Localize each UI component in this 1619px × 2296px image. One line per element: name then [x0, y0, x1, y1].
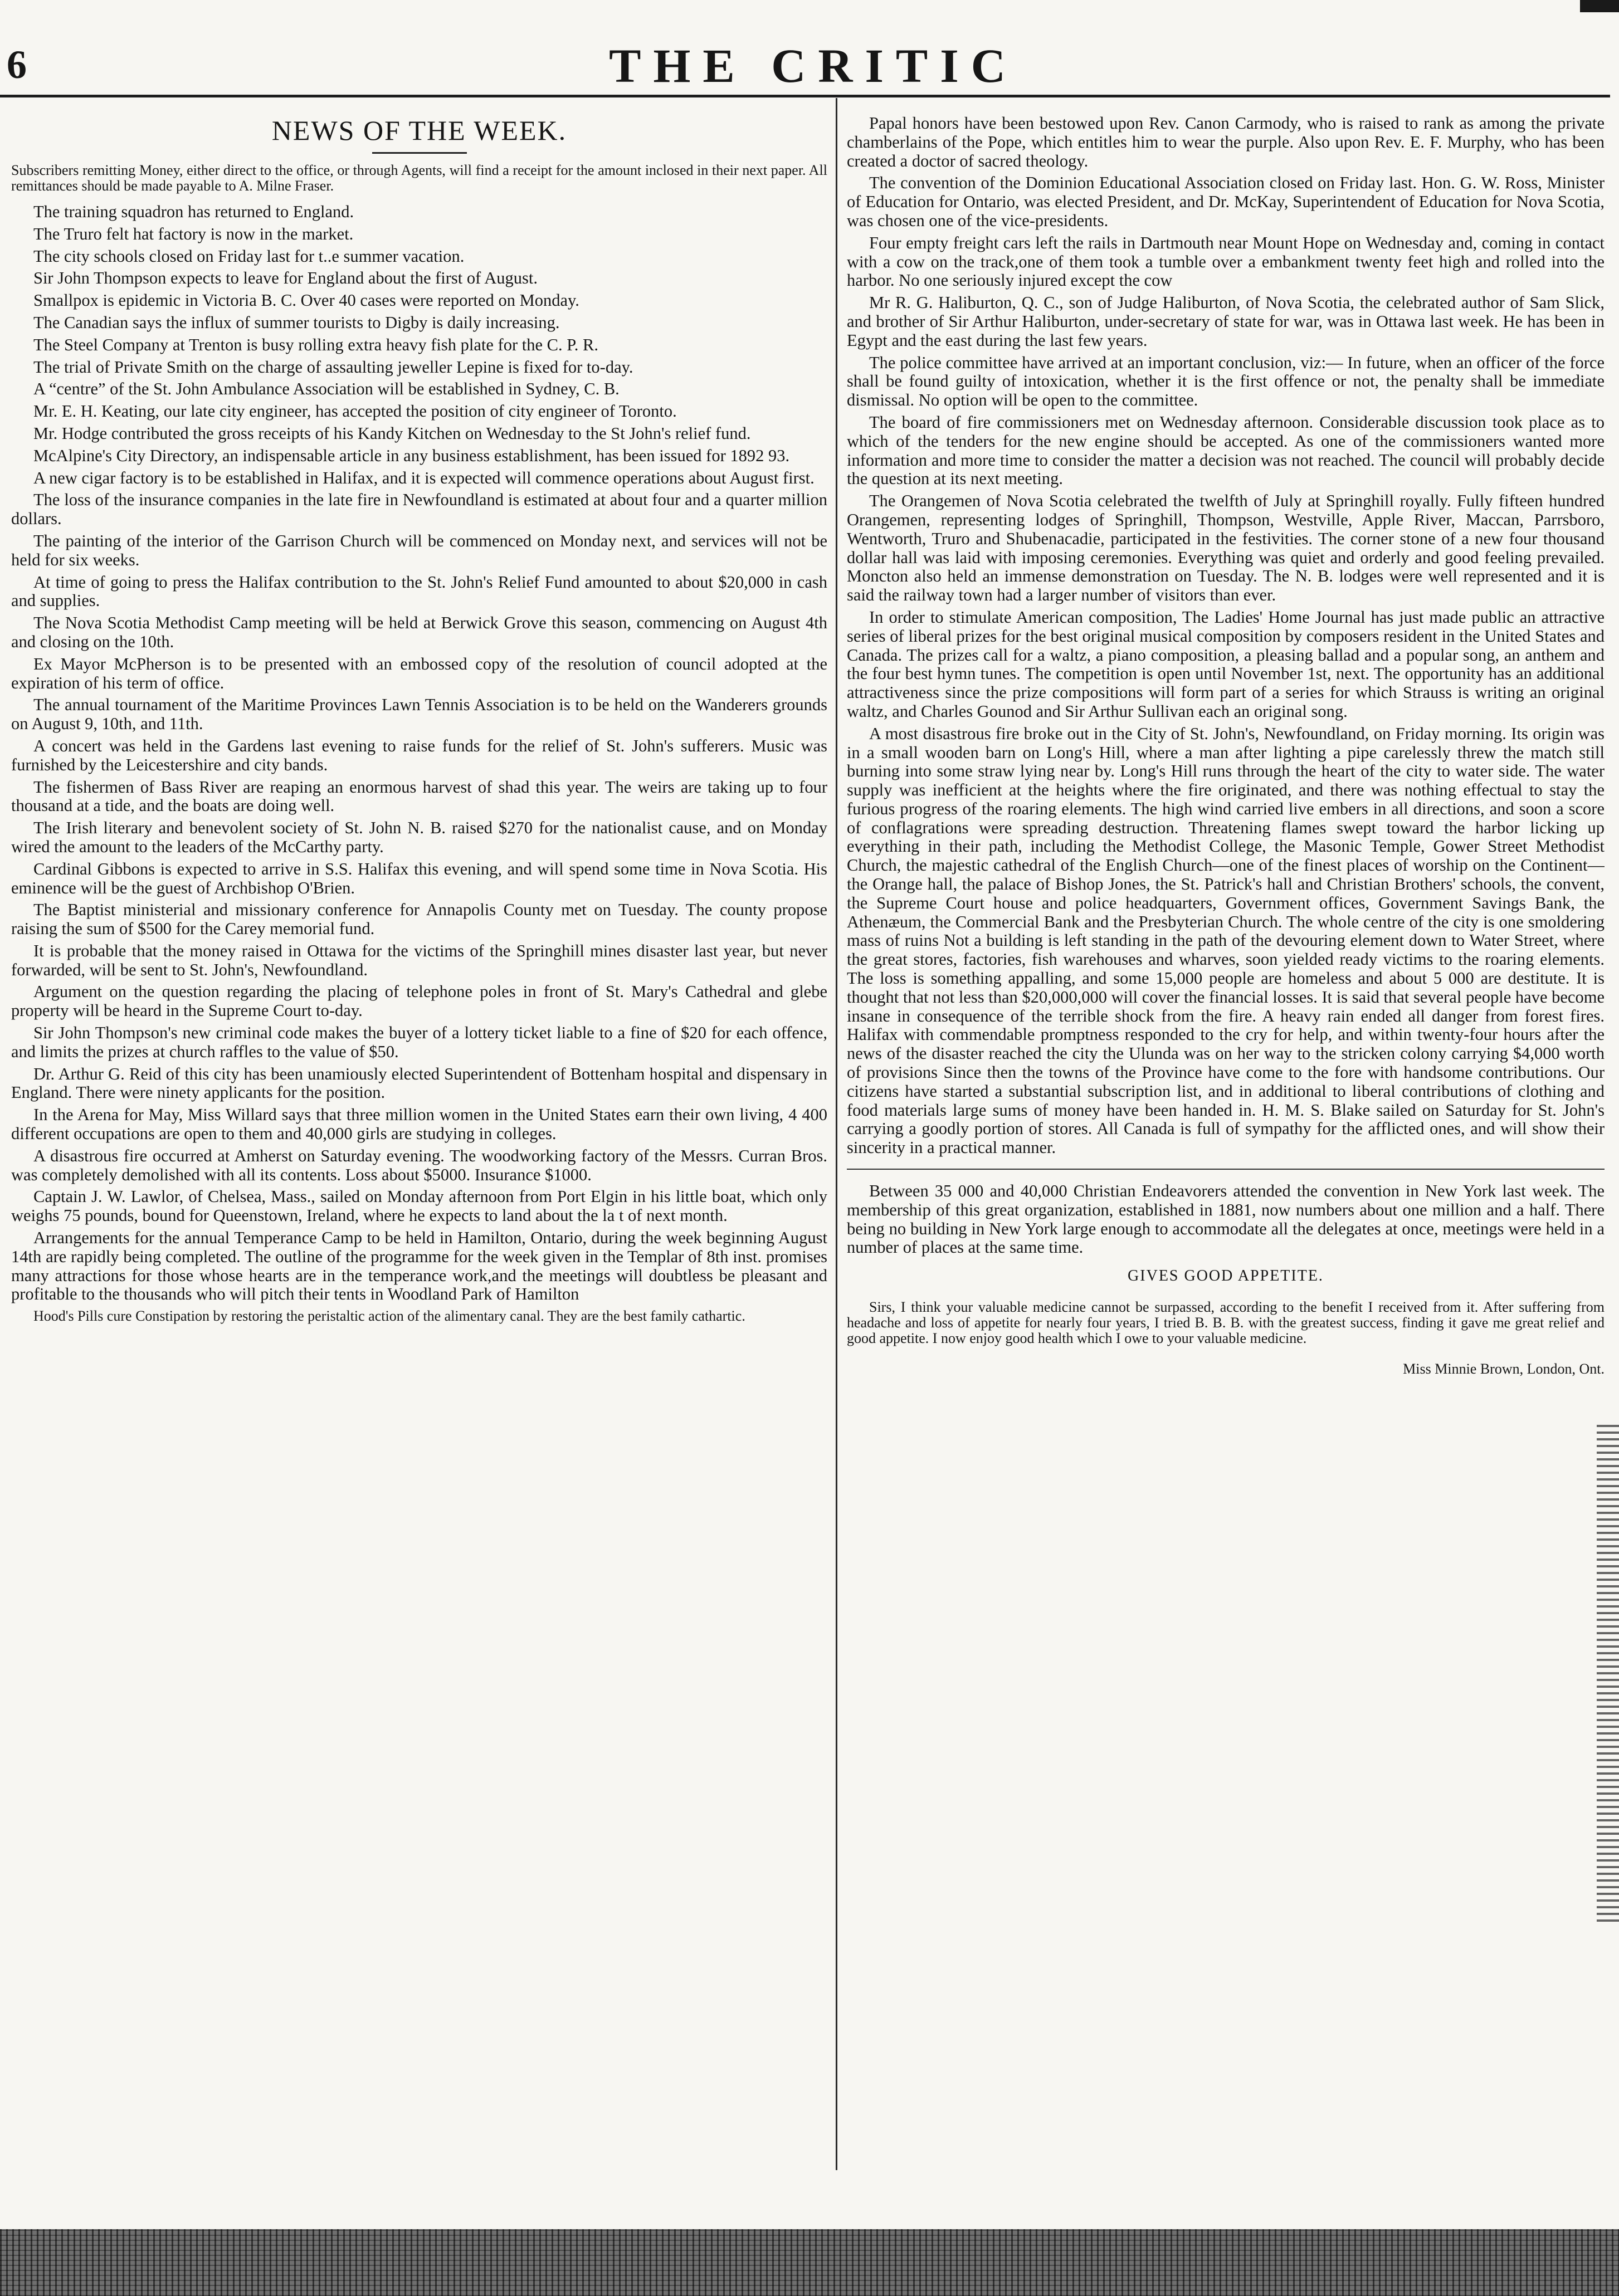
scan-edge-speckle [1597, 1420, 1619, 1922]
left-column [11, 114, 827, 2212]
news-item: McAlpine's City Directory, an indispensable article in any business establishment, has been issued for 1892 93. [33, 446, 790, 465]
right-column [847, 114, 1605, 2212]
advertisement-footnote: Hood's Pills cure Constipation by restoring the peristaltic action of the alimentary canal. They are the best family cathartic. [33, 1308, 745, 1325]
news-item: The Orangemen of Nova Scotia celebrated the twelfth of July at Springhill royally. Fully fifteen hundred Orangemen, representing lodges of Springhill, Thompson, Westville, Apple River, Maccan, Parrsboro, Wentworth, Truro and Shubenacadie, participated in the festivities. The corner stone of a new four thousand dollar hall was laid with imposing ceremonies. Everything was quiet and orderly and good feeling prevailed. Moncton also held an immense demonstration on Tuesday. The N. B. lodges were well represented and it is said the railway town had a larger number of visitors than ever. [847, 491, 1605, 605]
news-item: Ex Mayor McPherson is to be presented with an embossed copy of the resolution of council adopted at the expiration of his term of office. [11, 654, 827, 692]
news-item: The Baptist ministerial and missionary conference for Annapolis County met on Tuesday. The county propose raising the sum of $500 for the Carey memorial fund. [11, 900, 827, 939]
news-item: The Nova Scotia Methodist Camp meeting will be held at Berwick Grove this season, commencing on August 4th and closing on the 10th. [11, 613, 827, 651]
advertisement-signature: Miss Minnie Brown, London, Ont. [1403, 1361, 1605, 1377]
subscriber-notice: Subscribers remitting Money, either direct to the office, or through Agents, will find a receipt for the amount inclosed in their next paper. All remittances should be made payable to A. Milne Fraser. [11, 162, 827, 194]
news-item: A concert was held in the Gardens last evening to raise funds for the relief of St. John's sufferers. Music was furnished by the Leicestershire and city bands. [11, 736, 827, 774]
news-item: The convention of the Dominion Educational Association closed on Friday last. Hon. G. W. Ross, Minister of Education for Ontario, was elected President, and Dr. McKay, Superintendent of Education for Nova Scotia, was chosen one of the vice-presidents. [847, 173, 1605, 230]
news-item: Papal honors have been bestowed upon Rev. Canon Carmody, who is raised to rank as among the private chamberlains of the Pope, which entitles him to wear the purple. Also upon Rev. E. F. Murphy, who has been created a doctor of sacred theology. [847, 114, 1605, 170]
news-item: The trial of Private Smith on the charge of assaulting jeweller Lepine is fixed for to-day. [33, 357, 633, 377]
news-item: At time of going to press the Halifax contribution to the St. John's Relief Fund amounted to about $20,000 in cash and supplies. [11, 572, 827, 610]
news-item: Dr. Arthur G. Reid of this city has been unamiously elected Superintendent of Bottenham hospital and dispensary in England. There were ninety applicants for the position. [11, 1064, 827, 1102]
advertisement-letter: Sirs, I think your valuable medicine cannot be surpassed, according to the benefit I received from it. After suffering from headache and loss of appetite for nearly four years, I tried B. B. B. with the greatest success, finding it gave me great relief and good appetite. I now enjoy good health which I owe to your valuable medicine. [847, 1299, 1605, 1347]
news-item: Mr R. G. Haliburton, Q. C., son of Judge Haliburton, of Nova Scotia, the celebrated author of Sam Slick, and brother of Sir Arthur Haliburton, under-secretary of state for war, was in Ottawa last week. He has been in Egypt and the east during the last few years. [847, 293, 1605, 350]
separator-rule [847, 1169, 1605, 1170]
news-item: Arrangements for the annual Temperance Camp to be held in Hamilton, Ontario, during the week beginning August 14th are rapidly being completed. The outline of the programme for the week given in the Templar of 8th inst. promises many attractions for those whose hearts are in the temperance work,and the meetings will doubtless be pleasant and profitable to the thousands who will pitch their tents in Woodland Park of Hamilton [11, 1228, 827, 1304]
news-item: The board of fire commissioners met on Wednesday afternoon. Considerable discussion took place as to which of the tenders for the new engine should be accepted. As one of the commissioners wanted more information and more time to consider the matter a decision was not reached. The council will probably decide the question at its next meeting. [847, 412, 1605, 488]
section-title: NEWS OF THE WEEK. [271, 115, 567, 146]
page-number: 6 [7, 42, 27, 87]
news-item: The Steel Company at Trenton is busy rolling extra heavy fish plate for the C. P. R. [33, 335, 599, 354]
news-item: Sir John Thompson expects to leave for England about the first of August. [33, 268, 538, 288]
news-item: A “centre” of the St. John Ambulance Association will be established in Sydney, C. B. [33, 379, 620, 399]
advertisement-title: GIVES GOOD APPETITE. [1128, 1267, 1324, 1285]
news-item: In the Arena for May, Miss Willard says that three million women in the United States earn their own living, 4 400 different occupations are open to them and 40,000 girls are studying in colleges. [11, 1105, 827, 1144]
title-rule [372, 152, 467, 154]
news-item: Cardinal Gibbons is expected to arrive in S.S. Halifax this evening, and will spend some time in Nova Scotia. His eminence will be the guest of Archbishop O'Brien. [11, 859, 827, 897]
news-item: Four empty freight cars left the rails in Dartmouth near Mount Hope on Wednesday and, coming in contact with a cow on the track,one of them took a tumble over a embankment twenty feet high and rolled into the harbor. No one seriously injured except the cow [847, 233, 1605, 290]
news-item: Between 35 000 and 40,000 Christian Endeavorers attended the convention in New York last week. The membership of this great organization, established in 1881, now numbers about one million and a half. There being no building in New York large enough to accommodate all the delegates at once, meetings were held in a number of places at the same time. [847, 1181, 1605, 1257]
news-items-list [847, 114, 1605, 1157]
news-item: A most disastrous fire broke out in the City of St. John's, Newfoundland, on Friday morning. Its origin was in a small wooden barn on Long's Hill, where a man after lighting a pipe carelessly threw the match still burning into some straw lying near by. Long's Hill runs through the heart of the city to water side. The water supply was inefficient at the heights where the fire originated, and there was nothing effectual to stay the furious progress of the roaring elements. The high wind carried live embers in all directions, and soon a score of conflagrations were spreading destruction. Threatening flames swept toward the harbor licking up everything in their path, including the Methodist College, the Masonic Temple, Gower Street Methodist Church, the majestic cathedral of the English Church—one of the finest places of worship on the Continent—the Orange hall, the palace of Bishop Jones, the St. Patrick's hall and Christian Brothers' schools, the convent, the Supreme Court house and police headquarters, Government offices, Government Savings Bank, the Athenæum, the Commercial Bank and the Presbyterian Church. The whole centre of the city is one smoldering mass of ruins Not a building is left standing in the path of the devouring element down to Water Street, where the great stores, factories, fish warehouses and wharves, soon yielded ready victims to the roaring elements. The loss is something appalling, and some 15,000 people are homeless and about 5 000 are destitute. It is thought that not less than $20,000,000 will cover the financial losses. It is said that several people have become insane in consequence of the terrible shock from the fire. A heavy rain ended all danger from forest fires. Halifax with commendable promptness responded to the cry for help, and within twenty-four hours after the news of the disaster reached the city the Ulunda was on her way to the stricken colony carrying $4,000 worth of provisions Since then the towns of the Province have come to the fore with handsome contributions. Our citizens have started a substantial subscription list, and in additional to liberal contributions of clothing and food materials large sums of money have been handed in. H. M. S. Blake sailed on Saturday for St. John's carrying a goodly portion of stores. All Canada is full of sympathy for the afflicted ones, and will show their sincerity in a practical manner. [847, 724, 1605, 1157]
news-item: Mr. Hodge contributed the gross receipts of his Kandy Kitchen on Wednesday to the St John's relief fund. [33, 423, 751, 443]
news-item: A disastrous fire occurred at Amherst on Saturday evening. The woodworking factory of the Messrs. Curran Bros. was completely demolished with all its contents. Loss about $5000. Insurance $1000. [11, 1146, 827, 1184]
news-item: The painting of the interior of the Garrison Church will be commenced on Monday next, and services will not be held for six weeks. [11, 531, 827, 569]
news-item: The Truro felt hat factory is now in the market. [33, 224, 354, 243]
news-item: The annual tournament of the Maritime Provinces Lawn Tennis Association is to be held on the Wanderers grounds on August 9, 10th, and 11th. [11, 695, 827, 734]
news-item: The fishermen of Bass River are reaping an enormous harvest of shad this year. The weirs are taking up to four thousand at a tide, and the boats are doing well. [11, 777, 827, 815]
news-item: Smallpox is epidemic in Victoria B. C. Over 40 cases were reported on Monday. [33, 291, 579, 310]
page-header [0, 0, 1619, 97]
news-item: The Canadian says the influx of summer tourists to Digby is daily increasing. [33, 312, 560, 332]
scan-noise-band [0, 2229, 1619, 2296]
news-item: Sir John Thompson's new criminal code makes the buyer of a lottery ticket liable to a fine of $20 for each offence, and limits the prizes at church raffles to the value of $50. [11, 1023, 827, 1061]
news-item: In order to stimulate American composition, The Ladies' Home Journal has just made public an attractive series of liberal prizes for the best original musical composition by composers resident in the United States and Canada. The prizes call for a waltz, a piano composition, a pleasing ballad and a popular song, an anthem and the four best hymn tunes. The competition is open until November 1st, next. The opportunity has an additional attractiveness since the prize compositions will form part of a series for which Strauss is writing an original waltz, and Charles Gounod and Sir Arthur Sullivan each an original song. [847, 607, 1605, 721]
news-item: The loss of the insurance companies in the late fire in Newfoundland is estimated at about four and a quarter million dollars. [11, 490, 827, 529]
news-item: The training squadron has returned to England. [33, 202, 354, 221]
column-divider [836, 98, 837, 2170]
news-item: Argument on the question regarding the placing of telephone poles in front of St. Mary's Cathedral and glebe property will be heard in the Supreme Court to-day. [11, 982, 827, 1020]
news-item: The city schools closed on Friday last for t..e summer vacation. [33, 246, 465, 266]
news-item: A new cigar factory is to be established in Halifax, and it is expected will commence operations about August first. [33, 468, 815, 487]
news-item: The police committee have arrived at an important conclusion, viz:— In future, when an officer of the force shall be found guilty of intoxication, whether it is the first offence or not, the penalty shall be immediate dismissal. No option will be open to the committee. [847, 353, 1605, 410]
news-item: Mr. E. H. Keating, our late city engineer, has accepted the position of city engineer of Toronto. [33, 402, 677, 421]
news-items-list [11, 203, 827, 1304]
header-rule [0, 95, 1610, 97]
news-item: It is probable that the money raised in Ottawa for the victims of the Springhill mines disaster last year, but never forwarded, will be sent to St. John's, Newfoundland. [11, 941, 827, 979]
news-item: The Irish literary and benevolent society of St. John N. B. raised $270 for the nationalist cause, and on Monday wired the amount to the leaders of the McCarthy party. [11, 818, 827, 856]
masthead-title: THE CRITIC [609, 39, 1018, 92]
news-item: Captain J. W. Lawlor, of Chelsea, Mass., sailed on Monday afternoon from Port Elgin in his little boat, which only weighs 75 pounds, bound for Queenstown, Ireland, where he expects to land about the la t of next month. [11, 1187, 827, 1225]
